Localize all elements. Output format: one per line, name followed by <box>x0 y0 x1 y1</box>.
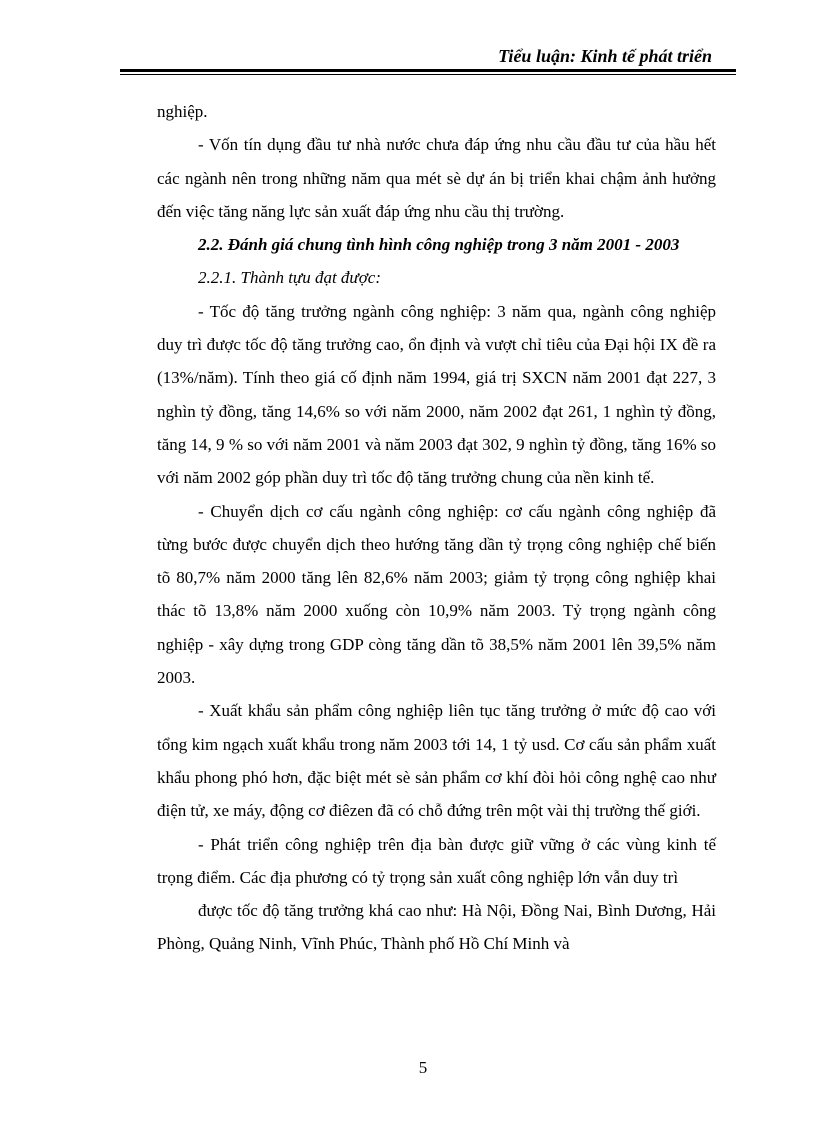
paragraph-continuation: nghiệp. <box>157 102 208 121</box>
page-header-title: Tiểu luận: Kinh tế phát triển <box>498 46 712 66</box>
paragraph-structure: - Chuyển dịch cơ cấu ngành công nghiệp: cơ cấu ngành công nghiệp đã từng bước được chuyển dịch theo hướng tăng dần tỷ trọng công nghiệp chế biến tõ 80,7% năm 2000 tăng lên 82,6% năm 2003; giảm tỷ trọng công nghiệp khai thác tõ 13,8% năm 2000 xuống còn 10,9% năm 2003. Tỷ trọng ngành công nghiệp - xây dựng trong GDP còng tăng dần tõ 38,5% năm 2001 lên 39,5% năm 2003. <box>157 501 716 688</box>
paragraph-growth: - Tốc độ tăng trưởng ngành công nghiệp: 3 năm qua, ngành công nghiệp duy trì được tốc độ tăng trưởng cao, ổn định và vượt chỉ tiêu của Đại hội IX đề ra (13%/năm). Tính theo giá cố định năm 1994, giá trị SXCN năm 2001 đạt 227, 3 nghìn tỷ đồng, tăng 14,6% so với năm 2000, năm 2002 đạt 261, 1 nghìn tỷ đồng, tăng 14, 9 % so với năm 2001 và năm 2003 đạt 302, 9 nghìn tỷ đồng, tăng 16% so với năm 2002 góp phần duy trì tốc độ tăng trưởng chung của nền kinh tế. <box>157 301 716 488</box>
header-rule-thin <box>120 74 736 75</box>
paragraph-regional: - Phát triển công nghiệp trên địa bàn được giữ vững ở các vùng kinh tế trọng điểm. Các địa phương có tỷ trọng sản xuất công nghiệp lớn vẫn duy trì <box>157 834 716 887</box>
header-rule-thick <box>120 69 736 72</box>
paragraph-credit: - Vốn tín dụng đầu tư nhà nước chưa đáp ứng nhu cầu đầu tư của hầu hết các ngành nên trong những năm qua mét sè dự án bị triển khai chậm ảnh hưởng đến việc tăng năng lực sản xuất đáp ứng nhu cầu thị trường. <box>157 135 716 221</box>
paragraph-regional-continued: được tốc độ tăng trưởng khá cao như: Hà Nội, Đồng Nai, Bình Dương, Hải Phòng, Quảng Ninh, Vĩnh Phúc, Thành phố Hồ Chí Minh và <box>157 901 716 954</box>
paragraph-export: - Xuất khẩu sản phẩm công nghiệp liên tục tăng trưởng ở mức độ cao với tổng kim ngạch xuất khẩu trong năm 2003 tới 14, 1 tỷ usd. Cơ cấu sản phẩm xuất khẩu phong phó hơn, đặc biệt mét sè sản phẩm cơ khí đòi hỏi công nghệ cao như điện tử, xe máy, động cơ điêzen đã có chỗ đứng trên một vài thị trường thế giới. <box>157 701 716 821</box>
page-number: 5 <box>418 1058 428 1077</box>
document-body <box>157 95 716 961</box>
subsection-heading: 2.2.1. Thành tựu đạt được: <box>198 268 381 288</box>
section-heading: 2.2. Đánh giá chung tình hình công nghiệp trong 3 năm 2001 - 2003 <box>198 235 680 255</box>
